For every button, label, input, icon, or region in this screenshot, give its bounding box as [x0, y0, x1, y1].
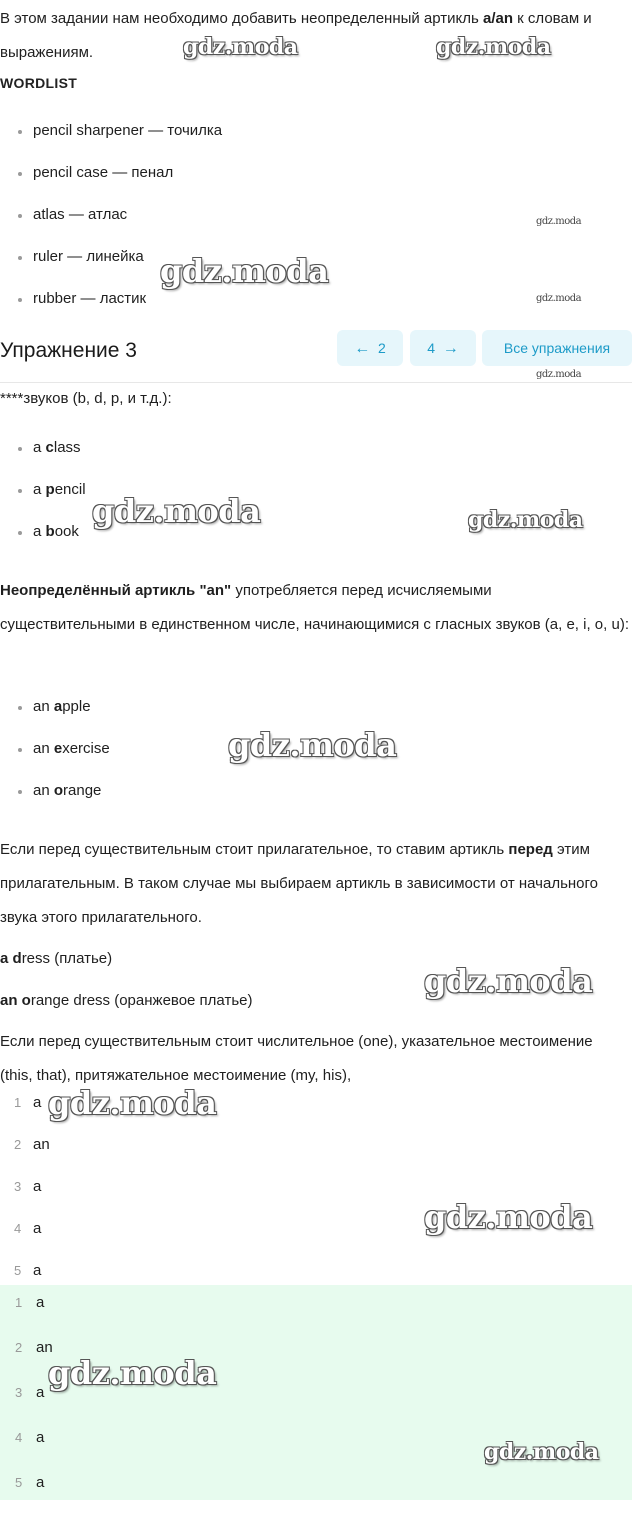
watermark: gdz.moda — [536, 369, 582, 380]
watermark: gdz.moda — [160, 252, 329, 290]
exercise-title: Упражнение 3 — [0, 339, 137, 362]
an-rule-paragraph — [0, 574, 630, 642]
exercise-nav-bar — [0, 328, 632, 383]
an-rule-text: употребляется перед исчисляемыми существительными в единственном числе, начинающимися с гласных звуков (a, e, i, o, u): — [0, 582, 629, 633]
watermark: gdz.moda — [536, 216, 582, 227]
consonant-examples — [0, 427, 400, 553]
answer-list — [0, 1285, 632, 1510]
watermark: gdz.moda — [48, 1084, 217, 1122]
intro-text-after: к словам и выражениям. — [0, 10, 592, 61]
example-a-dress: a dress (платье) — [0, 950, 113, 967]
list-item: an apple — [0, 686, 400, 728]
adjective-rule-paragraph: Если перед существительным стоит прилагательное, то ставим артикль перед этим прилагательным. В таком случае мы выбираем артикль в зависимости от начального звука этого прилагательного. — [0, 841, 599, 926]
list-item: 2 an — [15, 1339, 53, 1356]
list-item: an exercise — [0, 728, 400, 770]
watermark: gdz.moda — [424, 962, 593, 1000]
list-item: pencil sharpener — точилка — [0, 110, 400, 152]
intro-paragraph — [0, 2, 620, 70]
list-item: an orange — [0, 770, 400, 812]
numbered-list — [0, 1086, 400, 1296]
list-item: a pencil — [0, 469, 400, 511]
list-item: a class — [0, 427, 400, 469]
numeral-rule-paragraph: Если перед существительным стоит числительное (one), указательное местоимение (this, that), притяжательное местоимение (my, his), — [0, 1033, 593, 1084]
example-an-orange-dress: an orange dress (оранжевое платье) — [0, 992, 253, 1009]
list-item: 3 a — [14, 1178, 42, 1195]
an-rule-bold: Неопределённый артикль "an" — [0, 582, 232, 599]
list-item: 1 a — [15, 1294, 45, 1311]
list-item: 1 a — [14, 1094, 42, 1111]
intro-bold: a/an — [483, 10, 514, 27]
watermark: gdz.moda — [436, 34, 551, 60]
prev-exercise-button[interactable] — [337, 330, 403, 366]
arrow-right-icon: → — [442, 340, 459, 357]
arrow-left-icon: ← — [354, 340, 371, 357]
watermark: gdz.moda — [468, 507, 583, 533]
consonants-intro: ****звуков (b, d, p, и т.д.): — [0, 390, 172, 407]
list-item: pencil case — пенал — [0, 152, 400, 194]
watermark: gdz.moda — [48, 1354, 217, 1392]
list-item: 3 a — [15, 1384, 45, 1401]
next-exercise-label: 4 — [427, 340, 435, 356]
list-item: 5 a — [15, 1474, 45, 1491]
watermark: gdz.moda — [228, 726, 397, 764]
watermark: gdz.moda — [424, 1198, 593, 1236]
vowel-examples — [0, 686, 400, 812]
wordlist-heading: WORDLIST — [0, 75, 78, 91]
intro-text: В этом задании нам необходимо добавить неопределенный артикль — [0, 10, 483, 27]
all-exercises-button[interactable]: Все упражнения — [482, 330, 632, 366]
list-item: a book — [0, 511, 400, 553]
list-item: 2 an — [14, 1136, 50, 1153]
list-item: rubber — ластик — [0, 278, 400, 320]
wordlist — [0, 110, 400, 320]
list-item: ruler — линейка — [0, 236, 400, 278]
watermark: gdz.moda — [536, 293, 582, 304]
list-item: atlas — атлас — [0, 194, 400, 236]
list-item: 5 a — [14, 1262, 42, 1279]
watermark: gdz.moda — [484, 1439, 599, 1465]
watermark: gdz.moda — [183, 34, 298, 60]
answer-block — [0, 1285, 632, 1500]
watermark: gdz.moda — [92, 492, 261, 530]
list-item: 4 a — [15, 1429, 45, 1446]
next-exercise-button[interactable] — [410, 330, 476, 366]
prev-exercise-label: 2 — [377, 340, 386, 356]
list-item: 4 a — [14, 1220, 42, 1237]
